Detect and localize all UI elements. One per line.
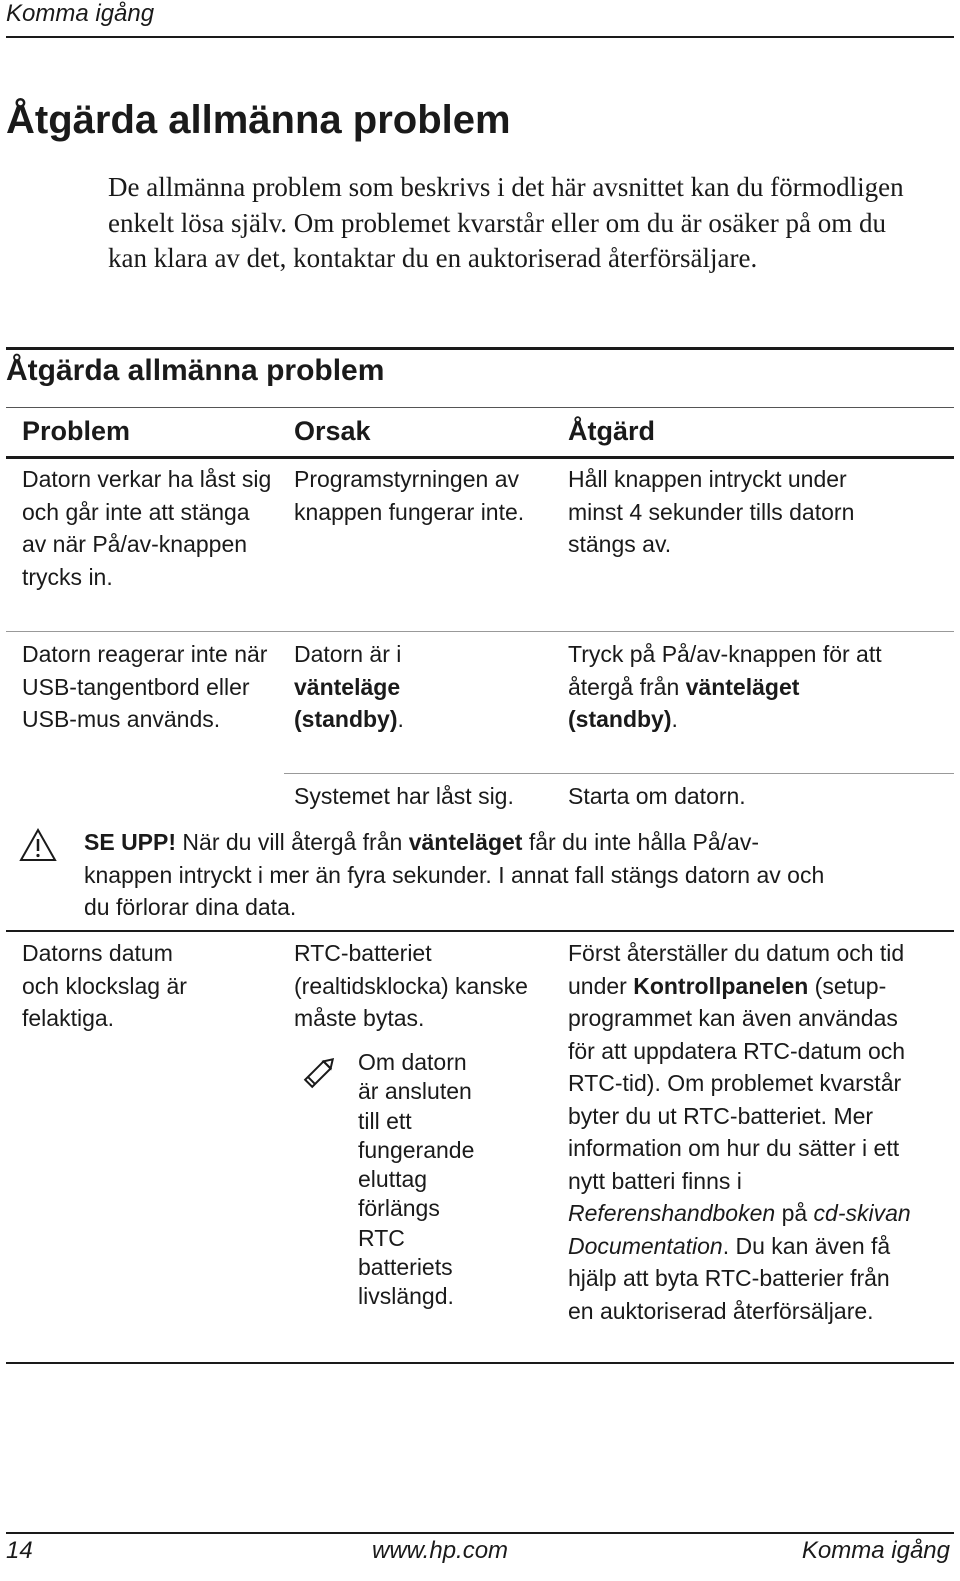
rtc-problem: Datorns datum och klockslag är felaktiga. bbox=[22, 940, 187, 1031]
caution-label: SE UPP! bbox=[84, 829, 177, 855]
rtc-action-ital-1: Referenshandboken bbox=[568, 1200, 776, 1226]
row1-cause: Programstyrningen av knappen fungerar inte. bbox=[294, 466, 525, 525]
footer-page-number: 14 bbox=[6, 1537, 33, 1564]
footer-url[interactable]: www.hp.com bbox=[372, 1537, 509, 1564]
rtc-action-1: Först återställer du datum och tid under bbox=[568, 940, 905, 999]
row1-rule bbox=[6, 631, 954, 632]
row3-action: Starta om datorn. bbox=[568, 783, 746, 809]
header-action: Åtgärd bbox=[568, 416, 655, 446]
footer-rule bbox=[6, 1532, 954, 1534]
rtc-action bbox=[568, 937, 913, 1327]
row2-action-post: . bbox=[671, 706, 678, 732]
row2-cause-bold: vänteläge (standby) bbox=[294, 673, 401, 732]
caution-icon bbox=[18, 827, 58, 868]
header-rule bbox=[6, 36, 954, 38]
row2-action-bold: vänteläget (standby) bbox=[568, 673, 800, 732]
rtc-action-3: på bbox=[781, 1200, 808, 1226]
row2-action-pre: Tryck på På/av-knappen för att återgå från bbox=[568, 641, 882, 700]
row2-problem: Datorn reagerar inte när USB-tangentbord eller USB-mus används. bbox=[22, 641, 268, 732]
section-intro: De allmänna problem som beskrivs i det här avsnittet kan du förmodligen enkelt lösa själv. Om problemet kvarstår eller om du är osäker på om du kan klara av det, kontaktar du en auktoriserad återförsäljare. bbox=[108, 172, 904, 273]
row3-cause: Systemet har låst sig. bbox=[294, 783, 514, 809]
rtc-action-ital-2: cd-skivan Documentation bbox=[568, 1200, 911, 1259]
table-top-rule bbox=[6, 347, 954, 350]
table-title: Åtgärda allmänna problem bbox=[6, 354, 385, 387]
table-title-rule bbox=[6, 407, 954, 408]
row2-rule bbox=[284, 773, 954, 774]
caution-rule bbox=[6, 930, 954, 932]
header-problem: Problem bbox=[22, 416, 131, 446]
row1-action: Håll knappen intryckt under minst 4 sekunder tills datorn stängs av. bbox=[568, 466, 855, 557]
row2-cause-pre: Datorn är i bbox=[294, 641, 402, 667]
table-bottom-rule bbox=[6, 1362, 954, 1364]
caution-text-pre: När du vill återgå från bbox=[182, 829, 403, 855]
section-title: Åtgärda allmänna problem bbox=[6, 98, 511, 142]
header-cause: Orsak bbox=[294, 416, 371, 446]
rtc-cause: RTC-batteriet (realtidsklocka) kanske måste bytas. bbox=[294, 940, 528, 1031]
rtc-action-2: (setup-programmet kan även användas för att uppdatera RTC-datum och RTC-tid). Om problemet kvarstår byter du ut RTC-batteriet. Mer information om hur du sätter i ett nytt batteri finns i bbox=[568, 972, 906, 1194]
row2-cause bbox=[294, 638, 494, 736]
running-header: Komma igång bbox=[6, 0, 155, 27]
rtc-note: Om datorn är ansluten till ett fungerande eluttag förlängs RTC batteriets livslängd. bbox=[358, 1049, 475, 1310]
caution-text bbox=[84, 826, 844, 924]
footer-title: Komma igång bbox=[801, 1537, 950, 1564]
row2-action bbox=[568, 638, 898, 736]
caution-text-bold: vänteläget bbox=[408, 829, 523, 855]
caution-text-post: får du inte hålla På/av-knappen intryckt i mer än fyra sekunder. I annat fall stängs datorn av och du förlorar dina data. bbox=[84, 829, 825, 920]
pencil-icon bbox=[298, 1050, 342, 1099]
row1-problem: Datorn verkar ha låst sig och går inte att stänga av när På/av-knappen trycks in. bbox=[22, 466, 272, 590]
header-rule bbox=[6, 456, 954, 459]
rtc-action-4: . Du kan även få hjälp att byta RTC-batterier från en auktoriserad återförsäljare. bbox=[568, 1232, 891, 1324]
row2-cause-post: . bbox=[397, 706, 404, 732]
rtc-action-bold: Kontrollpanelen bbox=[633, 972, 809, 999]
